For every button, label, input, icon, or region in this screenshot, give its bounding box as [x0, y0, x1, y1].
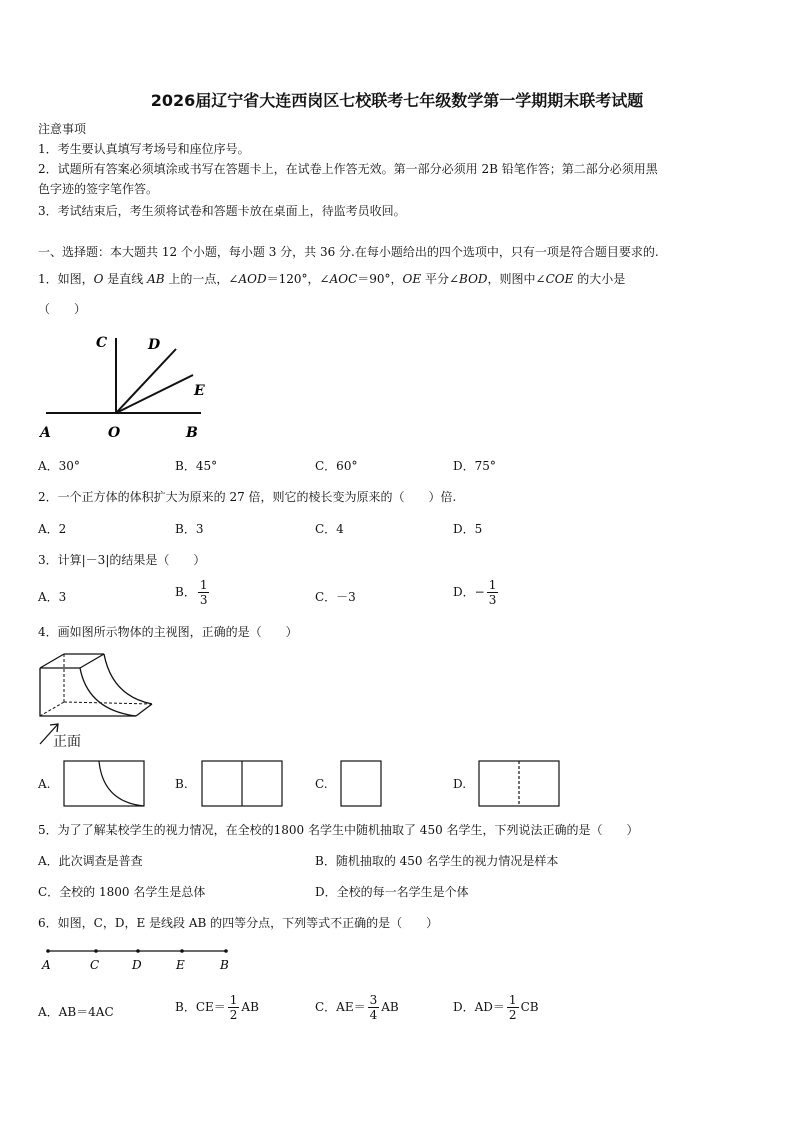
label-D: D: [148, 337, 161, 353]
q1-angle-figure: [36, 333, 211, 443]
front-view-label: 正面: [53, 734, 81, 750]
q6-stem: 6．如图，C，D，E 是线段 AB 的四等分点，下列等式不正确的是（ ）: [38, 916, 439, 930]
label-B: B: [186, 425, 198, 441]
q4-option-b[interactable]: B.: [175, 777, 188, 791]
seg-label-D: D: [132, 958, 142, 972]
q4-stem: 4．画如图所示物体的主视图，正确的是（ ）: [38, 625, 298, 639]
q2-option-c[interactable]: C．4: [315, 522, 344, 536]
q4-option-b-figure: [201, 760, 285, 808]
q5-option-d[interactable]: D．全校的每一名学生是个体: [315, 885, 469, 899]
q1-option-b[interactable]: B．45°: [175, 459, 218, 473]
q2-option-a[interactable]: A．2: [38, 522, 67, 536]
q4-option-c-figure: [340, 760, 384, 808]
q3-option-c[interactable]: C．－3: [315, 590, 356, 604]
q4-option-d-figure: [478, 760, 562, 808]
q1-answer-paren: （ ）: [38, 302, 87, 316]
q6-option-c[interactable]: C．AE＝ $\frac{3}{4}$ AB: [315, 993, 399, 1022]
q1-option-a[interactable]: A．30°: [38, 459, 80, 473]
notice-item-2: 2．试题所有答案必须填涂或书写在答题卡上，在试卷上作答无效。第一部分必须用 2B 铅笔作答；第二部分必须用黑: [38, 162, 658, 176]
q4-option-d[interactable]: D.: [453, 777, 467, 791]
q4-option-c[interactable]: C.: [315, 777, 328, 791]
notice-item-2-cont: 色字迹的签字笔作答。: [38, 182, 159, 196]
q1-option-d[interactable]: D．75°: [453, 459, 496, 473]
q4-option-a[interactable]: A.: [38, 777, 51, 791]
notice-item-3: 3．考试结束后，考生须将试卷和答题卡放在桌面上，待监考员收回。: [38, 204, 406, 218]
q2-stem: 2．一个正方体的体积扩大为原来的 27 倍，则它的棱长变为原来的（ ）倍.: [38, 490, 457, 504]
page-title: 2026届辽宁省大连西岗区七校联考七年级数学第一学期期末联考试题: [150, 91, 644, 110]
q2-option-b[interactable]: B．3: [175, 522, 204, 536]
seg-label-A: A: [42, 958, 51, 972]
q5-option-b[interactable]: B．随机抽取的 450 名学生的视力情况是样本: [315, 854, 559, 868]
label-A: A: [40, 425, 51, 441]
q6-option-b[interactable]: B．CE＝ $\frac{1}{2}$ AB: [175, 993, 259, 1022]
seg-label-C: C: [90, 958, 100, 972]
notice-heading: 注意事项: [38, 122, 87, 136]
label-O: O: [108, 425, 121, 441]
section-heading: 一、选择题：本大题共 12 个小题，每小题 3 分，共 36 分.在每小题给出的四个选项中，只有一项是符合题目要求的.: [38, 245, 659, 259]
q5-option-a[interactable]: A．此次调查是普查: [38, 854, 143, 868]
q6-option-d[interactable]: D．AD＝ $\frac{1}{2}$ CB: [453, 993, 539, 1022]
q5-stem: 5．为了了解某校学生的视力情况，在全校的1800 名学生中随机抽取了 450 名学生，下列说法正确的是（ ）: [38, 823, 639, 837]
seg-label-E: E: [176, 958, 185, 972]
q3-option-a[interactable]: A．3: [38, 590, 67, 604]
q5-option-c[interactable]: C．全校的 1800 名学生是总体: [38, 885, 206, 899]
q6-option-a[interactable]: A．AB＝4AC: [38, 1005, 114, 1019]
q1-option-c[interactable]: C．60°: [315, 459, 358, 473]
q1-stem: 1．如图，O 是直线 AB 上的一点，∠AOD＝120°，∠AOC＝90°，OE 平分∠BOD，则图中∠COE 的大小是: [38, 272, 626, 286]
q3-option-d[interactable]: D．− $\frac{1}{3}$: [453, 578, 497, 607]
q6-segment-figure: [38, 945, 238, 975]
seg-label-B: B: [220, 958, 229, 972]
label-C: C: [96, 335, 108, 351]
notice-item-1: 1．考生要认真填写考场号和座位序号。: [38, 142, 250, 156]
q4-option-a-figure: [63, 760, 147, 808]
label-E: E: [194, 383, 205, 399]
q3-option-b[interactable]: B． $\frac{1}{3}$: [175, 578, 208, 607]
q3-stem: 3．计算|－3|的结果是（ ）: [38, 553, 206, 567]
q2-option-d[interactable]: D．5: [453, 522, 483, 536]
